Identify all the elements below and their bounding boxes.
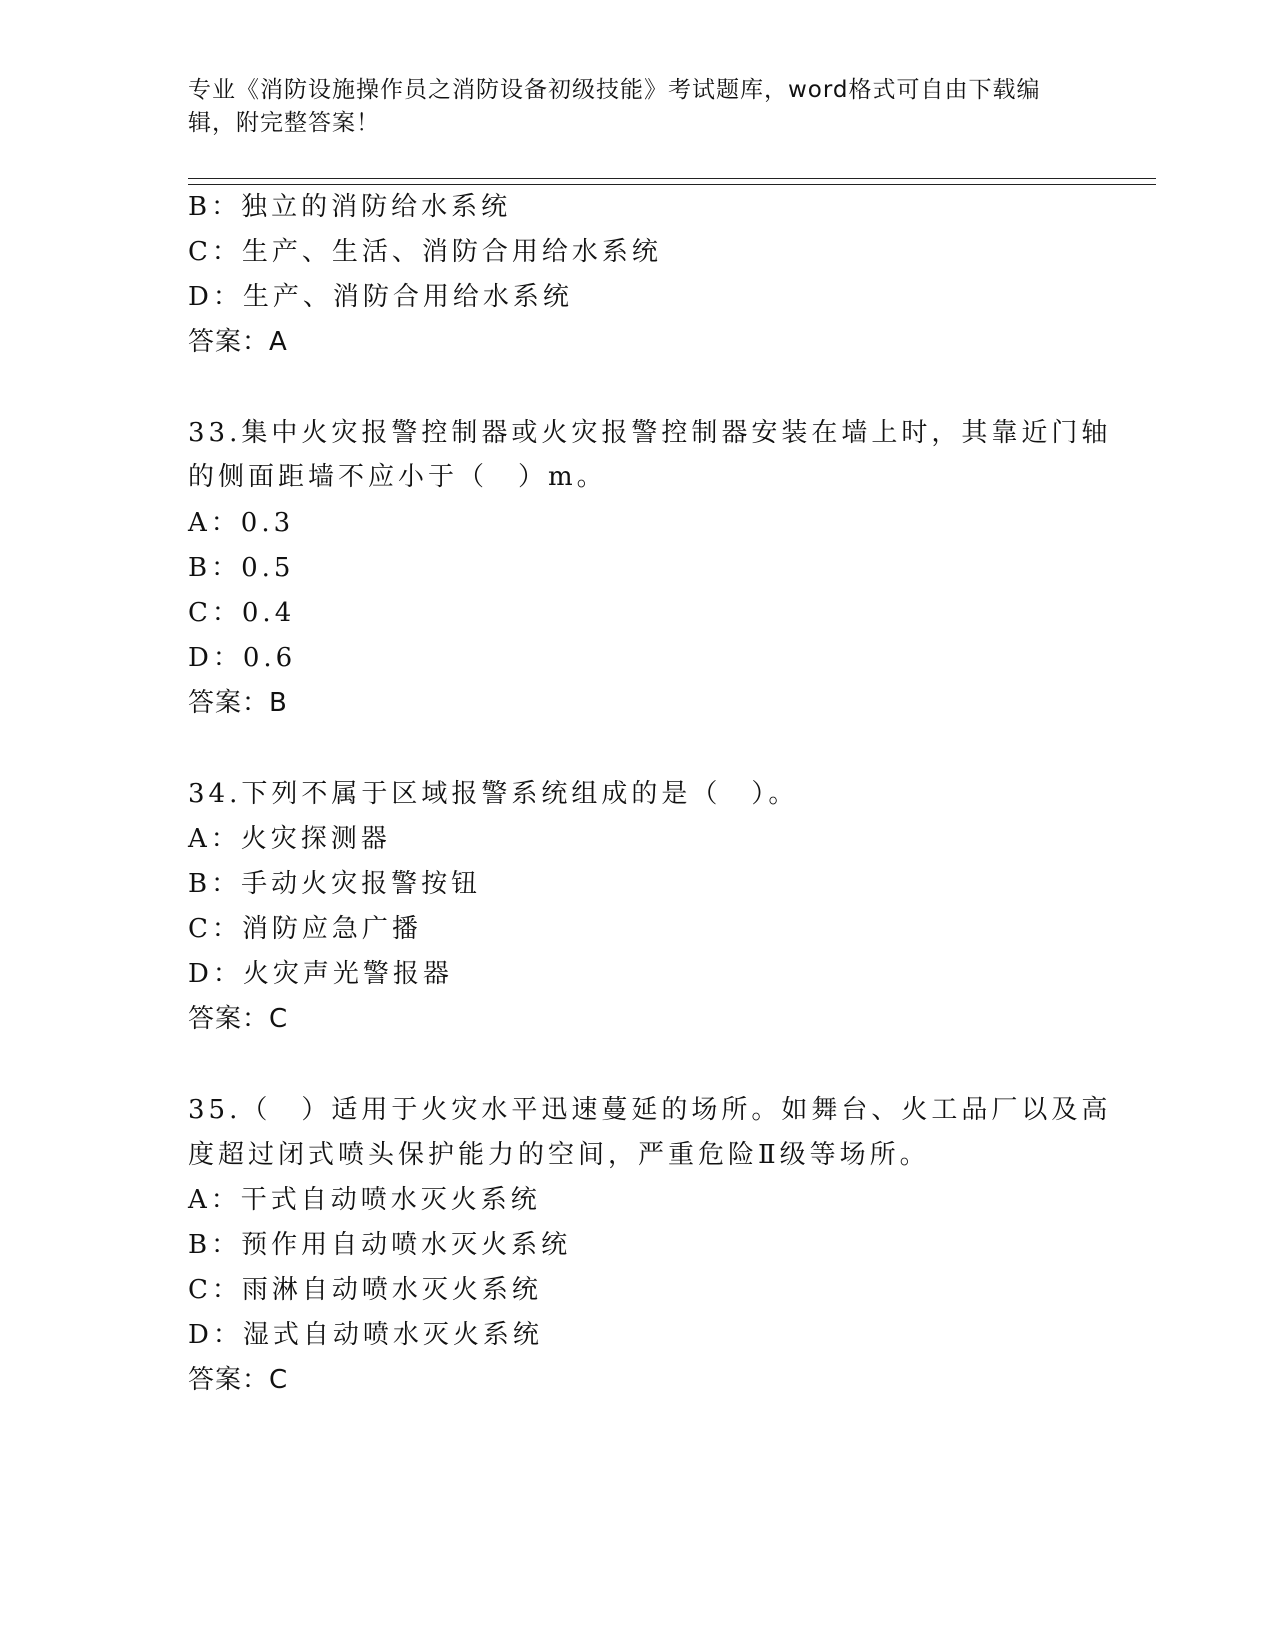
q34-option-d: D：火灾声光警报器	[188, 959, 453, 989]
q34-option-c: C：消防应急广播	[188, 914, 422, 944]
prev-option-d: D：生产、消防合用给水系统	[188, 282, 573, 312]
q35-stem-line1: 35.（ ）适用于火灾水平迅速蔓延的场所。如舞台、火工品厂以及高	[188, 1095, 1112, 1125]
q35-option-a: A：干式自动喷水灭火系统	[188, 1185, 541, 1215]
q35-option-d: D：湿式自动喷水灭火系统	[188, 1320, 543, 1350]
q33-option-b: B：0.5	[188, 553, 295, 583]
q33-answer: 答案：B	[188, 688, 288, 718]
q34-answer: 答案：C	[188, 1004, 289, 1034]
q34-option-b: B：手动火灾报警按钮	[188, 869, 482, 899]
q35-option-c: C：雨淋自动喷水灭火系统	[188, 1275, 542, 1305]
q33-stem-line2: 的侧面距墙不应小于（ ）m。	[188, 462, 607, 492]
q33-option-d: D：0.6	[188, 643, 297, 673]
header-divider-top	[188, 178, 1156, 179]
prev-answer: 答案：A	[188, 327, 288, 357]
prev-option-c: C：生产、生活、消防合用给水系统	[188, 237, 662, 267]
q35-stem-line2: 度超过闭式喷头保护能力的空间，严重危险Ⅱ级等场所。	[188, 1140, 930, 1170]
q34-stem-line1: 34.下列不属于区域报警系统组成的是（ ）。	[188, 779, 799, 809]
q35-option-b: B：预作用自动喷水灭火系统	[188, 1230, 572, 1260]
q33-stem-line1: 33.集中火灾报警控制器或火灾报警控制器安装在墙上时，其靠近门轴	[188, 418, 1112, 448]
document-header: 专业《消防设施操作员之消防设备初级技能》考试题库，word格式可自由下载编辑，附完整答案！	[188, 77, 1041, 136]
q35-answer: 答案：C	[188, 1365, 289, 1395]
q34-option-a: A：火灾探测器	[188, 824, 391, 854]
q33-option-c: C：0.4	[188, 598, 296, 628]
prev-option-b: B：独立的消防给水系统	[188, 192, 512, 222]
q33-option-a: A：0.3	[188, 508, 295, 538]
header-divider-bottom	[188, 184, 1156, 185]
